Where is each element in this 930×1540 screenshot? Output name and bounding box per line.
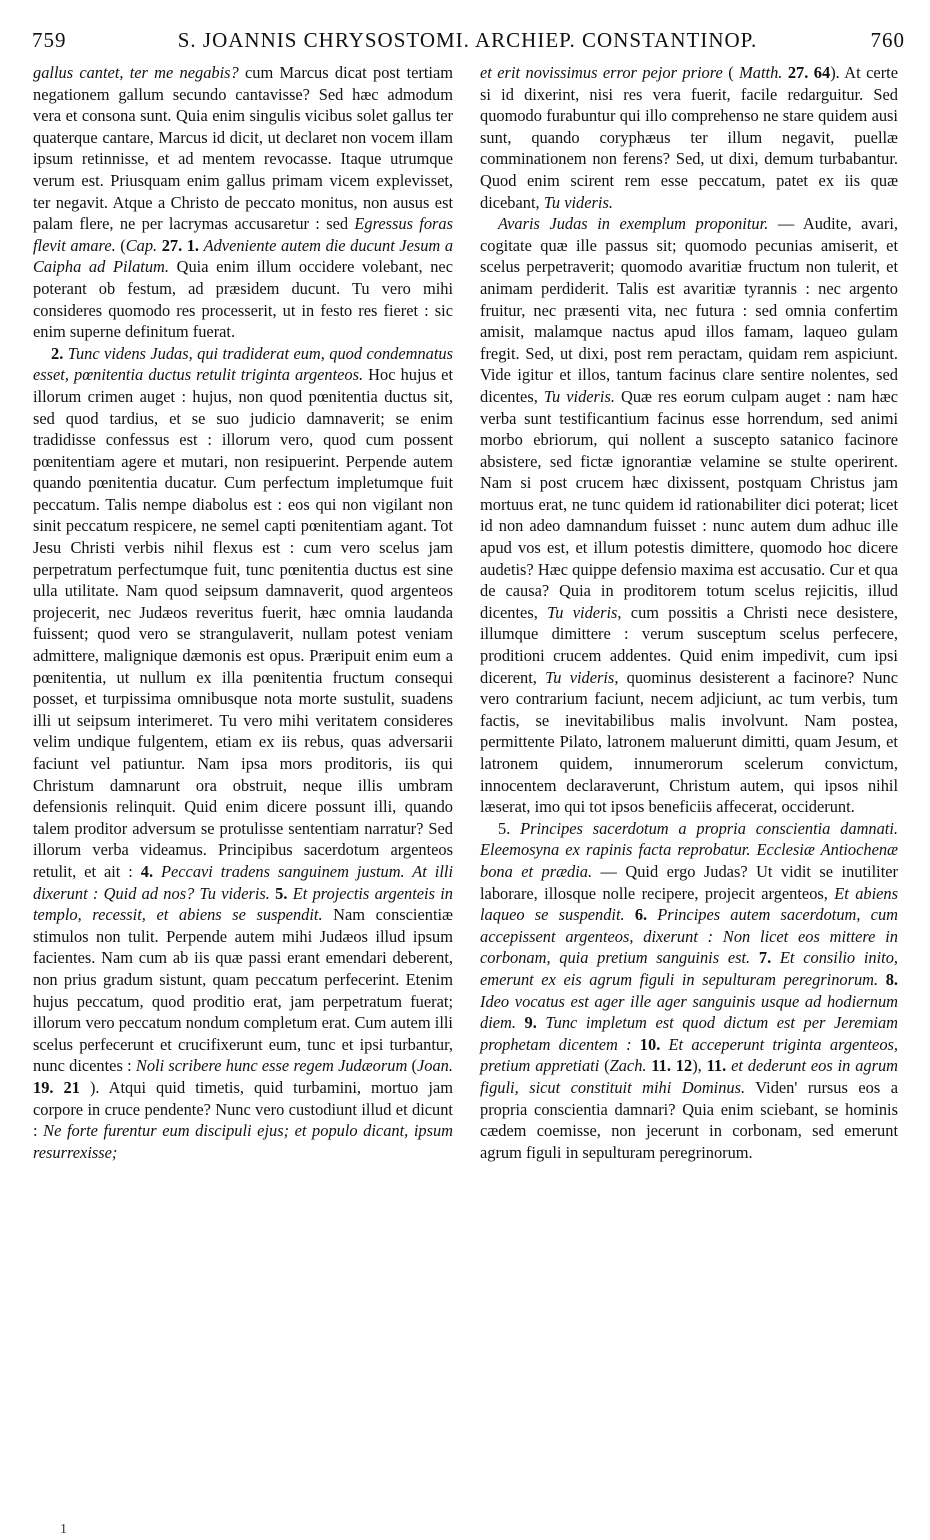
text-run: 27. 64	[782, 63, 831, 82]
text-run: , cum possitis a Christi nece desistere, illumque dimittere : verum susceptum scelus perfecere, proditioni crucem addentes. Quid enim impedivit, cum ipsi dicerent,	[480, 602, 898, 687]
text-run: Matth.	[739, 63, 783, 82]
text-run: Ne forte furentur eum discipuli ejus; et populo dicant, ipsum resurrexisse;	[33, 1121, 453, 1162]
right-column	[480, 62, 898, 1163]
text-run: Quæ res eorum culpam auget : nam hæc verba sunt testificantium facinus esse horrendum, sed animi morbo ebriorum, qui nollent a suscepto satanico facinore absistere, sed fictæ ignorantiæ velamine se stulte operirent. Nam si post crucem hæc dixissent, postquam Christus jam mortuus erat, ne tunc quidem id rationabiliter dici poterat; licet id non adeo damnandum fuisset : nunc autem dum adhuc ille apud vos est, et illum potestis dimittere, quomodo hoc dicere audetis? Hæc quippe defensio maxima est accusatio. Cur et qua de causa? Quia in proditorem totum scelus rejicitis, illud dicentes,	[480, 386, 898, 622]
text-run: Tu videris.	[543, 192, 613, 212]
text-run: 11. 12	[646, 1056, 693, 1076]
text-run: Cap.	[125, 235, 158, 255]
text-run: Egressus foras flevit amare.	[33, 214, 453, 255]
footer-mark: 1	[60, 1522, 67, 1537]
running-title: S. JOANNIS CHRYSOSTOMI. ARCHIEP. CONSTANTINOP.	[177, 28, 758, 52]
text-run: Principes sacerdotum a propria conscientia damnati. Eleemosyna ex rapinis facta reprobatur. Ecclesiæ Antiochenæ bona et prædia.	[480, 818, 899, 881]
paragraph	[33, 62, 453, 343]
page-number-left: 759	[32, 28, 67, 52]
text-run: 8.	[878, 969, 898, 989]
text-run: Noli scribere hunc esse regem Judæorum	[135, 1056, 408, 1076]
text-run: Zach.	[609, 1056, 647, 1076]
text-run: 7.	[750, 948, 780, 968]
text-run: 10.	[631, 1034, 669, 1054]
text-run: et dederunt eos in agrum figuli, sicut constituit mihi Dominus.	[480, 1056, 899, 1097]
text-run: gallus cantet, ter me negabis?	[33, 63, 239, 82]
text-run: 5.	[498, 818, 521, 838]
text-run: Adveniente autem die ducunt Jesum a Caipha ad Pilatum.	[33, 235, 454, 277]
text-run: 27. 1.	[157, 235, 204, 255]
text-run: 4.	[140, 861, 161, 881]
text-run: ). At certe si id dixerint, nisi res vera fuerit, facile redarguitur. Sed quomodo furabuntur qui illo comprehenso ne stare quidem ausi sunt, quando coryphæus ter illum negavit, puellæ comminationem non ferens? Sed, ut dixi, demum turbabantur. Quod enim scirent rem esse peccatum, patet ex iis quæ dicebant,	[480, 63, 898, 212]
text-run: Tunc impletum est quod dictum est per Jeremiam prophetam dicentem :	[480, 1013, 898, 1054]
paragraph	[480, 213, 898, 818]
text-run: (	[722, 63, 740, 82]
text-run: Quia enim illum occidere volebant, nec poterant ob festum, ad præsidem ducunt. Tu vero mihi consideres quomodo res processerit, ut in festo res fieret : sic enim superne definitum fuerat.	[33, 257, 453, 342]
text-run: Joan.	[417, 1056, 453, 1076]
text-run: Peccavi tradens sanguinem justum. At illi dixerunt : Quid ad nos? Tu videris.	[33, 861, 454, 903]
text-run: 19. 21	[33, 1077, 80, 1097]
paragraph	[480, 818, 898, 1164]
text-run: 6.	[624, 905, 658, 925]
text-run: Tu videris,	[545, 667, 619, 687]
text-run: quominus desisterent a facinore? Nunc vero contrarium faciunt, necem adjiciunt, ac tum verbis, tum factis, se inevitabilibus malis involvunt. Nam postea, permittente Pilato, latronem maluerunt dimitti, quam Jesum, et latronem quidem, innumerorum scelerum convictum, innocentem declaraverunt, Christum autem, qui ipsos nihil læserat, imo qui tot ipsos beneficiis affecerat, occiderunt.	[480, 667, 898, 817]
text-run: Avaris Judas in exemplum proponitur.	[498, 214, 769, 234]
text-run: 5.	[269, 883, 293, 903]
text-run: Tunc videns Judas, qui tradiderat eum, quod condemnatus esset, pœnitentia ductus retulit triginta argenteos.	[33, 343, 453, 385]
text-run: ),	[692, 1056, 707, 1076]
text-run: Hoc hujus et illorum crimen auget : hujus, non quod pœnitentia ductus sit, sed quod tardius, et se suo judicio damnaverit; se enim tradidisse confessus est : illorum vero, quod cum possent pœnitentiam agere et mutari, non resipuerint. Perpende autem quando pœnitentia ducatur. Cum perfectum impletumque fuit peccatum. Talis nempe diabolus est : eos qui non vigilant non sinit peccatum respicere, ne semel capti pœnitentiam agant. Tot Jesu Christi verbis nihil flexus est : cum vero scelus jam perpetratum perfectumque fuit, tunc pœnitentia ductus est sine ulla utilitate. Nam quod seipsum damnaverit, quod argenteos projecerit, nec Judæos reveritus fuerit, hæc omnia laudanda fuissent; quod vero se strangulaverit, nullam potest veniam admittere, malignique dæmonis est opus. Præripuit enim eum a pœnitentia, ut nullum ex illa pœnitentia fructum consequi posset, et turpissima omnibusque nota morte sustulit, suadens illi ut seipsum interimeret. Tu vero mihi veritatem consideres velim undique fulgentem, etiam ex iis rebus, quas adversarii faciunt vel patiuntur. Nam ipsa mors proditoris, iis qui Christum damnarunt ora obstruit, neque illis umbram defensionis relinquit. Quid enim dicere possunt illi, quando talem proditor adversum se protulisse sententiam narratur? Sed illorum verba videamus. Principibus sacerdotum argenteos retulit, et ait :	[33, 365, 453, 881]
text-run: Viden' rursus eos a propria conscientia damnari? Quia enim sciebant, se hominis cædem coemisse, non jecerunt in corbonam, sed emerunt agrum figuli in sepulturam peregrinorum.	[480, 1077, 898, 1162]
text-run: Nam conscientiæ stimulos non tulit. Perpende autem mihi Judæos illud ipsum facientes. Nam cum ab iis quæ passi erant emendari deberent, non prius gradum sistunt, quam peccatum perfecerint. Etenim hujus peccatum, quod proditio erat, jam perpetratum fuerat; illorum vero peccatum nondum completum erat. Cum autem illi scelus perfecerunt et crucifixerunt eum, tunc et ipsi turbantur, nunc dicentes :	[33, 905, 453, 1076]
text-run: Principes autem sacerdotum, cum accepissent argenteos, dixerunt : Non licet eos mittere in corbonam, quia pretium sanguinis est.	[480, 905, 898, 968]
paragraph	[33, 343, 453, 1164]
text-run: Et acceperunt triginta argenteos, pretium appretiati	[480, 1034, 898, 1076]
text-run: et erit novissimus error pejor priore	[480, 63, 723, 82]
text-run: 2.	[51, 343, 68, 363]
left-column	[33, 62, 453, 1163]
text-run: ). Atqui quid timetis, quid turbamini, mortuo jam corpore in cruce pendente? Nunc vero custodiunt illud et dicunt :	[33, 1077, 453, 1141]
text-run: cum Marcus dicat post tertiam negationem gallum secundo cantavisse? Sed hæc admodum vera et consona sunt. Quia enim singulis vicibus solet gallus ter quaterque cantare, Marcus id dicit, ut declaret non vocem illam ipsum retinnisse, et ad mentem revocasse. Itaque utrumque verum est. Priusquam enim gallus primam vicem explevisset, ter negavit. Atque a Christo de peccato monitus, non ausus est palam flere, ne per lacrymas accusaretur : sed	[33, 63, 453, 234]
text-run: Et projectis argenteis in templo, recessit, et abiens se suspendit.	[33, 883, 453, 925]
page-header	[30, 28, 905, 58]
text-run: Et abiens laqueo se suspendit.	[480, 883, 898, 925]
text-run: 9.	[515, 1013, 546, 1033]
text-run: Et consilio inito, emerunt ex eis agrum figuli in sepulturam peregrinorum.	[480, 948, 898, 989]
page-number-right: 760	[870, 28, 905, 52]
paragraph	[480, 62, 898, 213]
text-run: 11.	[706, 1056, 732, 1076]
text-run: (	[599, 1056, 610, 1076]
text-run: (	[407, 1056, 418, 1076]
text-run: (	[115, 235, 126, 255]
text-run: — Audite, avari, cogitate quæ ille passus sit; quomodo pecunias amiserit, et scelus perpetraverit; quomodo avaritiæ fructum non tulerit, et animam perdiderit. Talis est avaritiæ tyrannis : nec argento fruitur, nec præsenti vita, nec futura : sed omnia confertim amisit, malamque nactus apud illos famam, laqueo gulam fregit. Sed, ut dixi, post rem peractam, quidam rem aspiciunt. Vide igitur et illos, tantum facinus clare sentire nolentes, sed dicentes,	[480, 214, 899, 406]
text-run: — Quid ergo Judas? Ut vidit se inutiliter laborare, illosque nolle recipere, projecit argenteos,	[480, 861, 898, 903]
text-run: Tu videris.	[543, 386, 615, 406]
text-run: Tu videris	[547, 602, 618, 622]
text-run: Ideo vocatus est ager ille ager sanguinis usque ad hodiernum diem.	[480, 991, 898, 1033]
